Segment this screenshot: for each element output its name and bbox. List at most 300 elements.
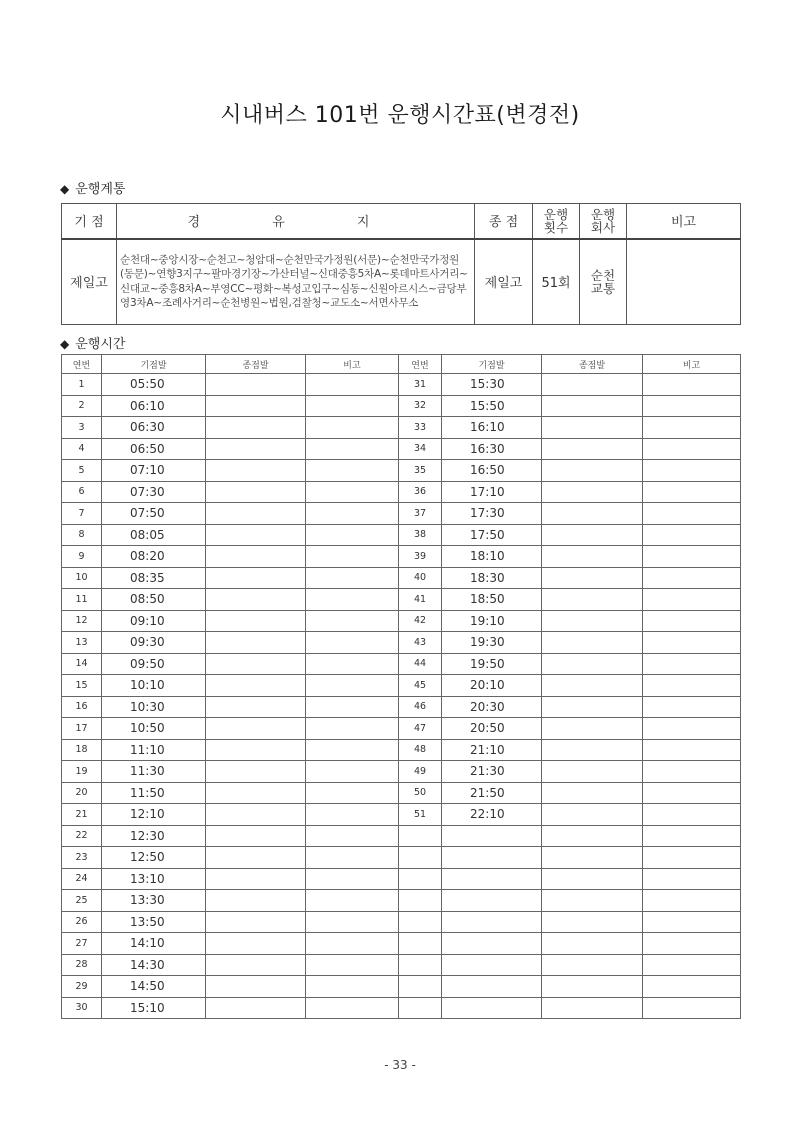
right-departure-start: 15:30 <box>442 374 542 396</box>
right-remarks <box>643 739 741 761</box>
table-row <box>62 503 741 525</box>
right-seq <box>399 868 442 890</box>
right-departure-end <box>542 739 643 761</box>
left-departure-start: 08:20 <box>102 546 206 568</box>
left-departure-start: 15:10 <box>102 997 206 1019</box>
table-row <box>62 825 741 847</box>
time-section-label: 운행시간 <box>75 337 126 352</box>
header-departure-end-left: 종점발 <box>206 355 306 374</box>
right-departure-start: 20:50 <box>442 718 542 740</box>
right-remarks <box>643 632 741 654</box>
right-seq <box>399 847 442 869</box>
right-remarks <box>643 546 741 568</box>
left-departure-start: 05:50 <box>102 374 206 396</box>
right-departure-end <box>542 890 643 912</box>
left-remarks <box>306 675 399 697</box>
right-departure-start <box>442 890 542 912</box>
left-remarks <box>306 589 399 611</box>
table-row <box>62 567 741 589</box>
left-departure-end <box>206 804 306 826</box>
right-remarks <box>643 417 741 439</box>
right-departure-end <box>542 997 643 1019</box>
right-seq <box>399 911 442 933</box>
right-seq: 35 <box>399 460 442 482</box>
right-departure-end <box>542 438 643 460</box>
left-seq: 13 <box>62 632 102 654</box>
right-remarks <box>643 933 741 955</box>
left-remarks <box>306 804 399 826</box>
left-departure-end <box>206 417 306 439</box>
left-departure-end <box>206 890 306 912</box>
left-seq: 9 <box>62 546 102 568</box>
route-table-header-row <box>62 204 741 239</box>
left-seq: 7 <box>62 503 102 525</box>
header-start: 기 점 <box>62 204 117 239</box>
left-departure-end <box>206 954 306 976</box>
right-seq: 40 <box>399 567 442 589</box>
table-row <box>62 481 741 503</box>
right-seq: 43 <box>399 632 442 654</box>
route-remarks <box>627 239 741 325</box>
route-trips: 51회 <box>533 239 580 325</box>
table-row <box>62 653 741 675</box>
left-seq: 16 <box>62 696 102 718</box>
right-departure-start: 15:50 <box>442 395 542 417</box>
right-departure-start <box>442 997 542 1019</box>
table-row <box>62 868 741 890</box>
right-departure-end <box>542 804 643 826</box>
right-departure-start: 21:50 <box>442 782 542 804</box>
left-seq: 23 <box>62 847 102 869</box>
left-remarks <box>306 761 399 783</box>
route-start: 제일고 <box>62 239 117 325</box>
right-departure-start <box>442 933 542 955</box>
left-departure-start: 11:10 <box>102 739 206 761</box>
table-row <box>62 847 741 869</box>
right-remarks <box>643 718 741 740</box>
right-seq: 36 <box>399 481 442 503</box>
left-seq: 12 <box>62 610 102 632</box>
left-departure-start: 12:50 <box>102 847 206 869</box>
right-departure-end <box>542 524 643 546</box>
left-departure-end <box>206 739 306 761</box>
left-remarks <box>306 460 399 482</box>
right-remarks <box>643 825 741 847</box>
right-seq: 47 <box>399 718 442 740</box>
left-departure-start: 07:50 <box>102 503 206 525</box>
right-seq: 46 <box>399 696 442 718</box>
right-remarks <box>643 610 741 632</box>
right-departure-start: 16:10 <box>442 417 542 439</box>
left-remarks <box>306 567 399 589</box>
left-departure-start: 12:10 <box>102 804 206 826</box>
left-seq: 8 <box>62 524 102 546</box>
right-remarks <box>643 481 741 503</box>
right-departure-start <box>442 868 542 890</box>
left-seq: 19 <box>62 761 102 783</box>
table-row <box>62 804 741 826</box>
left-departure-end <box>206 632 306 654</box>
right-departure-start: 18:50 <box>442 589 542 611</box>
table-row <box>62 610 741 632</box>
route-via: 순천대~중앙시장~순천고~청암대~순천만국가정원(서문)~순천만국가정원(동문)~연향3지구~팔마경기장~가산터널~신대중흥5차A~롯데마트사거리~신대교~중흥8차A~부영CC~평화~복성고입구~심동~신원아르시스~금당부영3차A~조례사거리~순천병원~법원,검찰청~교도소~서면사무소 <box>117 239 475 325</box>
route-end: 제일고 <box>475 239 533 325</box>
left-departure-start: 08:50 <box>102 589 206 611</box>
right-seq: 44 <box>399 653 442 675</box>
right-departure-end <box>542 868 643 890</box>
right-departure-end <box>542 567 643 589</box>
diamond-bullet-icon: ◆ <box>60 182 70 196</box>
right-seq: 37 <box>399 503 442 525</box>
right-seq: 51 <box>399 804 442 826</box>
right-departure-start: 20:10 <box>442 675 542 697</box>
left-departure-end <box>206 546 306 568</box>
right-remarks <box>643 524 741 546</box>
right-departure-start <box>442 954 542 976</box>
right-departure-end <box>542 933 643 955</box>
left-seq: 2 <box>62 395 102 417</box>
left-remarks <box>306 954 399 976</box>
right-seq <box>399 890 442 912</box>
left-departure-end <box>206 438 306 460</box>
right-departure-end <box>542 589 643 611</box>
right-remarks <box>643 954 741 976</box>
right-remarks <box>643 847 741 869</box>
right-departure-end <box>542 675 643 697</box>
right-seq <box>399 933 442 955</box>
table-row <box>62 460 741 482</box>
left-departure-start: 09:30 <box>102 632 206 654</box>
right-remarks <box>643 976 741 998</box>
left-seq: 15 <box>62 675 102 697</box>
right-departure-start: 19:30 <box>442 632 542 654</box>
diamond-bullet-icon: ◆ <box>60 337 70 351</box>
left-departure-end <box>206 847 306 869</box>
header-end: 종 점 <box>475 204 533 239</box>
left-departure-start: 06:30 <box>102 417 206 439</box>
right-seq <box>399 976 442 998</box>
left-departure-end <box>206 481 306 503</box>
header-seq-right: 연번 <box>399 355 442 374</box>
left-remarks <box>306 868 399 890</box>
left-seq: 1 <box>62 374 102 396</box>
right-remarks <box>643 696 741 718</box>
left-departure-start: 06:50 <box>102 438 206 460</box>
left-departure-end <box>206 395 306 417</box>
timetable <box>61 354 741 1019</box>
left-remarks <box>306 610 399 632</box>
left-remarks <box>306 417 399 439</box>
left-remarks <box>306 911 399 933</box>
table-row <box>62 632 741 654</box>
right-seq <box>399 997 442 1019</box>
left-seq: 20 <box>62 782 102 804</box>
left-seq: 29 <box>62 976 102 998</box>
left-remarks <box>306 481 399 503</box>
left-departure-start: 09:50 <box>102 653 206 675</box>
right-departure-end <box>542 503 643 525</box>
header-departure-start-right: 기점발 <box>442 355 542 374</box>
header-trips: 운행 횟수 <box>533 204 580 239</box>
left-remarks <box>306 438 399 460</box>
right-remarks <box>643 868 741 890</box>
left-departure-start: 10:30 <box>102 696 206 718</box>
right-remarks <box>643 782 741 804</box>
left-departure-end <box>206 374 306 396</box>
table-row <box>62 782 741 804</box>
left-seq: 26 <box>62 911 102 933</box>
route-table <box>61 203 741 325</box>
right-departure-end <box>542 417 643 439</box>
right-remarks <box>643 503 741 525</box>
table-row <box>62 954 741 976</box>
left-remarks <box>306 782 399 804</box>
left-seq: 18 <box>62 739 102 761</box>
table-row <box>62 761 741 783</box>
left-departure-start: 13:30 <box>102 890 206 912</box>
left-departure-start: 06:10 <box>102 395 206 417</box>
left-departure-start: 09:10 <box>102 610 206 632</box>
right-remarks <box>643 567 741 589</box>
right-remarks <box>643 761 741 783</box>
table-row <box>62 739 741 761</box>
header-remarks-right: 비고 <box>643 355 741 374</box>
left-remarks <box>306 718 399 740</box>
table-row <box>62 976 741 998</box>
table-row <box>62 546 741 568</box>
left-remarks <box>306 524 399 546</box>
timetable-header-row <box>62 355 741 374</box>
table-row <box>62 696 741 718</box>
page-title: 시내버스 101번 운행시간표(변경전) <box>220 103 580 128</box>
right-departure-start: 19:10 <box>442 610 542 632</box>
right-seq: 45 <box>399 675 442 697</box>
left-departure-end <box>206 610 306 632</box>
right-remarks <box>643 911 741 933</box>
left-seq: 5 <box>62 460 102 482</box>
table-row <box>62 718 741 740</box>
right-departure-start: 21:10 <box>442 739 542 761</box>
left-remarks <box>306 374 399 396</box>
left-departure-end <box>206 718 306 740</box>
right-seq: 50 <box>399 782 442 804</box>
left-seq: 10 <box>62 567 102 589</box>
left-seq: 6 <box>62 481 102 503</box>
right-departure-start: 20:30 <box>442 696 542 718</box>
right-departure-start: 21:30 <box>442 761 542 783</box>
right-remarks <box>643 675 741 697</box>
right-departure-end <box>542 374 643 396</box>
left-remarks <box>306 739 399 761</box>
left-remarks <box>306 395 399 417</box>
right-departure-start <box>442 825 542 847</box>
route-section-label: 운행계통 <box>75 182 126 197</box>
table-row <box>62 524 741 546</box>
right-remarks <box>643 890 741 912</box>
left-remarks <box>306 890 399 912</box>
time-section-heading <box>60 333 125 352</box>
right-seq: 42 <box>399 610 442 632</box>
header-remarks: 비고 <box>627 204 741 239</box>
left-seq: 22 <box>62 825 102 847</box>
table-row <box>62 417 741 439</box>
header-departure-end-right: 종점발 <box>542 355 643 374</box>
left-departure-start: 12:30 <box>102 825 206 847</box>
left-remarks <box>306 546 399 568</box>
left-departure-end <box>206 868 306 890</box>
right-seq: 31 <box>399 374 442 396</box>
left-departure-end <box>206 524 306 546</box>
left-seq: 14 <box>62 653 102 675</box>
right-remarks <box>643 460 741 482</box>
table-row <box>62 438 741 460</box>
left-departure-end <box>206 825 306 847</box>
right-departure-start: 18:30 <box>442 567 542 589</box>
left-remarks <box>306 933 399 955</box>
right-departure-end <box>542 847 643 869</box>
route-company: 순천 교통 <box>580 239 627 325</box>
left-remarks <box>306 847 399 869</box>
right-departure-start: 22:10 <box>442 804 542 826</box>
left-departure-start: 08:05 <box>102 524 206 546</box>
right-remarks <box>643 997 741 1019</box>
table-row <box>62 395 741 417</box>
right-departure-end <box>542 976 643 998</box>
left-departure-end <box>206 761 306 783</box>
left-seq: 11 <box>62 589 102 611</box>
right-remarks <box>643 589 741 611</box>
table-row <box>62 933 741 955</box>
left-departure-end <box>206 675 306 697</box>
left-departure-start: 13:10 <box>102 868 206 890</box>
left-departure-end <box>206 653 306 675</box>
right-departure-end <box>542 395 643 417</box>
table-row <box>62 675 741 697</box>
right-seq <box>399 954 442 976</box>
right-seq: 38 <box>399 524 442 546</box>
right-departure-end <box>542 632 643 654</box>
right-departure-end <box>542 460 643 482</box>
left-departure-start: 14:10 <box>102 933 206 955</box>
right-departure-end <box>542 718 643 740</box>
left-departure-start: 11:50 <box>102 782 206 804</box>
right-departure-start: 17:30 <box>442 503 542 525</box>
right-departure-end <box>542 653 643 675</box>
right-departure-end <box>542 782 643 804</box>
left-seq: 27 <box>62 933 102 955</box>
left-departure-end <box>206 976 306 998</box>
left-departure-end <box>206 782 306 804</box>
left-departure-start: 08:35 <box>102 567 206 589</box>
left-seq: 30 <box>62 997 102 1019</box>
left-remarks <box>306 653 399 675</box>
table-row <box>62 911 741 933</box>
right-departure-start <box>442 911 542 933</box>
right-remarks <box>643 395 741 417</box>
left-departure-start: 10:10 <box>102 675 206 697</box>
page-number: - 33 - <box>384 1058 416 1072</box>
right-departure-start <box>442 847 542 869</box>
table-row <box>62 589 741 611</box>
route-row <box>62 239 741 325</box>
header-seq-left: 연번 <box>62 355 102 374</box>
left-seq: 3 <box>62 417 102 439</box>
right-departure-start: 18:10 <box>442 546 542 568</box>
header-via: 경 유 지 <box>117 204 475 239</box>
header-remarks-left: 비고 <box>306 355 399 374</box>
left-departure-start: 14:50 <box>102 976 206 998</box>
left-seq: 24 <box>62 868 102 890</box>
right-departure-start <box>442 976 542 998</box>
left-departure-end <box>206 911 306 933</box>
left-departure-start: 07:30 <box>102 481 206 503</box>
right-departure-end <box>542 954 643 976</box>
right-seq: 48 <box>399 739 442 761</box>
header-departure-start-left: 기점발 <box>102 355 206 374</box>
left-departure-end <box>206 460 306 482</box>
left-departure-end <box>206 503 306 525</box>
table-row <box>62 374 741 396</box>
left-departure-start: 14:30 <box>102 954 206 976</box>
left-departure-end <box>206 933 306 955</box>
right-seq: 33 <box>399 417 442 439</box>
right-seq: 32 <box>399 395 442 417</box>
right-seq: 39 <box>399 546 442 568</box>
right-departure-start: 16:30 <box>442 438 542 460</box>
right-departure-end <box>542 610 643 632</box>
left-seq: 4 <box>62 438 102 460</box>
right-departure-start: 16:50 <box>442 460 542 482</box>
right-departure-end <box>542 911 643 933</box>
left-departure-start: 10:50 <box>102 718 206 740</box>
right-seq: 41 <box>399 589 442 611</box>
table-row <box>62 997 741 1019</box>
left-departure-end <box>206 696 306 718</box>
left-seq: 28 <box>62 954 102 976</box>
left-departure-start: 07:10 <box>102 460 206 482</box>
left-remarks <box>306 976 399 998</box>
left-seq: 17 <box>62 718 102 740</box>
right-departure-start: 17:50 <box>442 524 542 546</box>
right-departure-start: 17:10 <box>442 481 542 503</box>
right-departure-end <box>542 761 643 783</box>
left-departure-start: 13:50 <box>102 911 206 933</box>
left-departure-end <box>206 589 306 611</box>
right-seq: 34 <box>399 438 442 460</box>
left-remarks <box>306 503 399 525</box>
left-remarks <box>306 696 399 718</box>
left-remarks <box>306 825 399 847</box>
right-departure-start: 19:50 <box>442 653 542 675</box>
right-remarks <box>643 374 741 396</box>
right-departure-end <box>542 825 643 847</box>
left-seq: 21 <box>62 804 102 826</box>
right-remarks <box>643 804 741 826</box>
left-departure-start: 11:30 <box>102 761 206 783</box>
left-seq: 25 <box>62 890 102 912</box>
left-departure-end <box>206 567 306 589</box>
right-seq <box>399 825 442 847</box>
table-row <box>62 890 741 912</box>
left-departure-end <box>206 997 306 1019</box>
right-departure-end <box>542 481 643 503</box>
right-departure-end <box>542 546 643 568</box>
route-section-heading <box>60 178 125 197</box>
header-company: 운행 회사 <box>580 204 627 239</box>
right-remarks <box>643 438 741 460</box>
right-departure-end <box>542 696 643 718</box>
right-seq: 49 <box>399 761 442 783</box>
